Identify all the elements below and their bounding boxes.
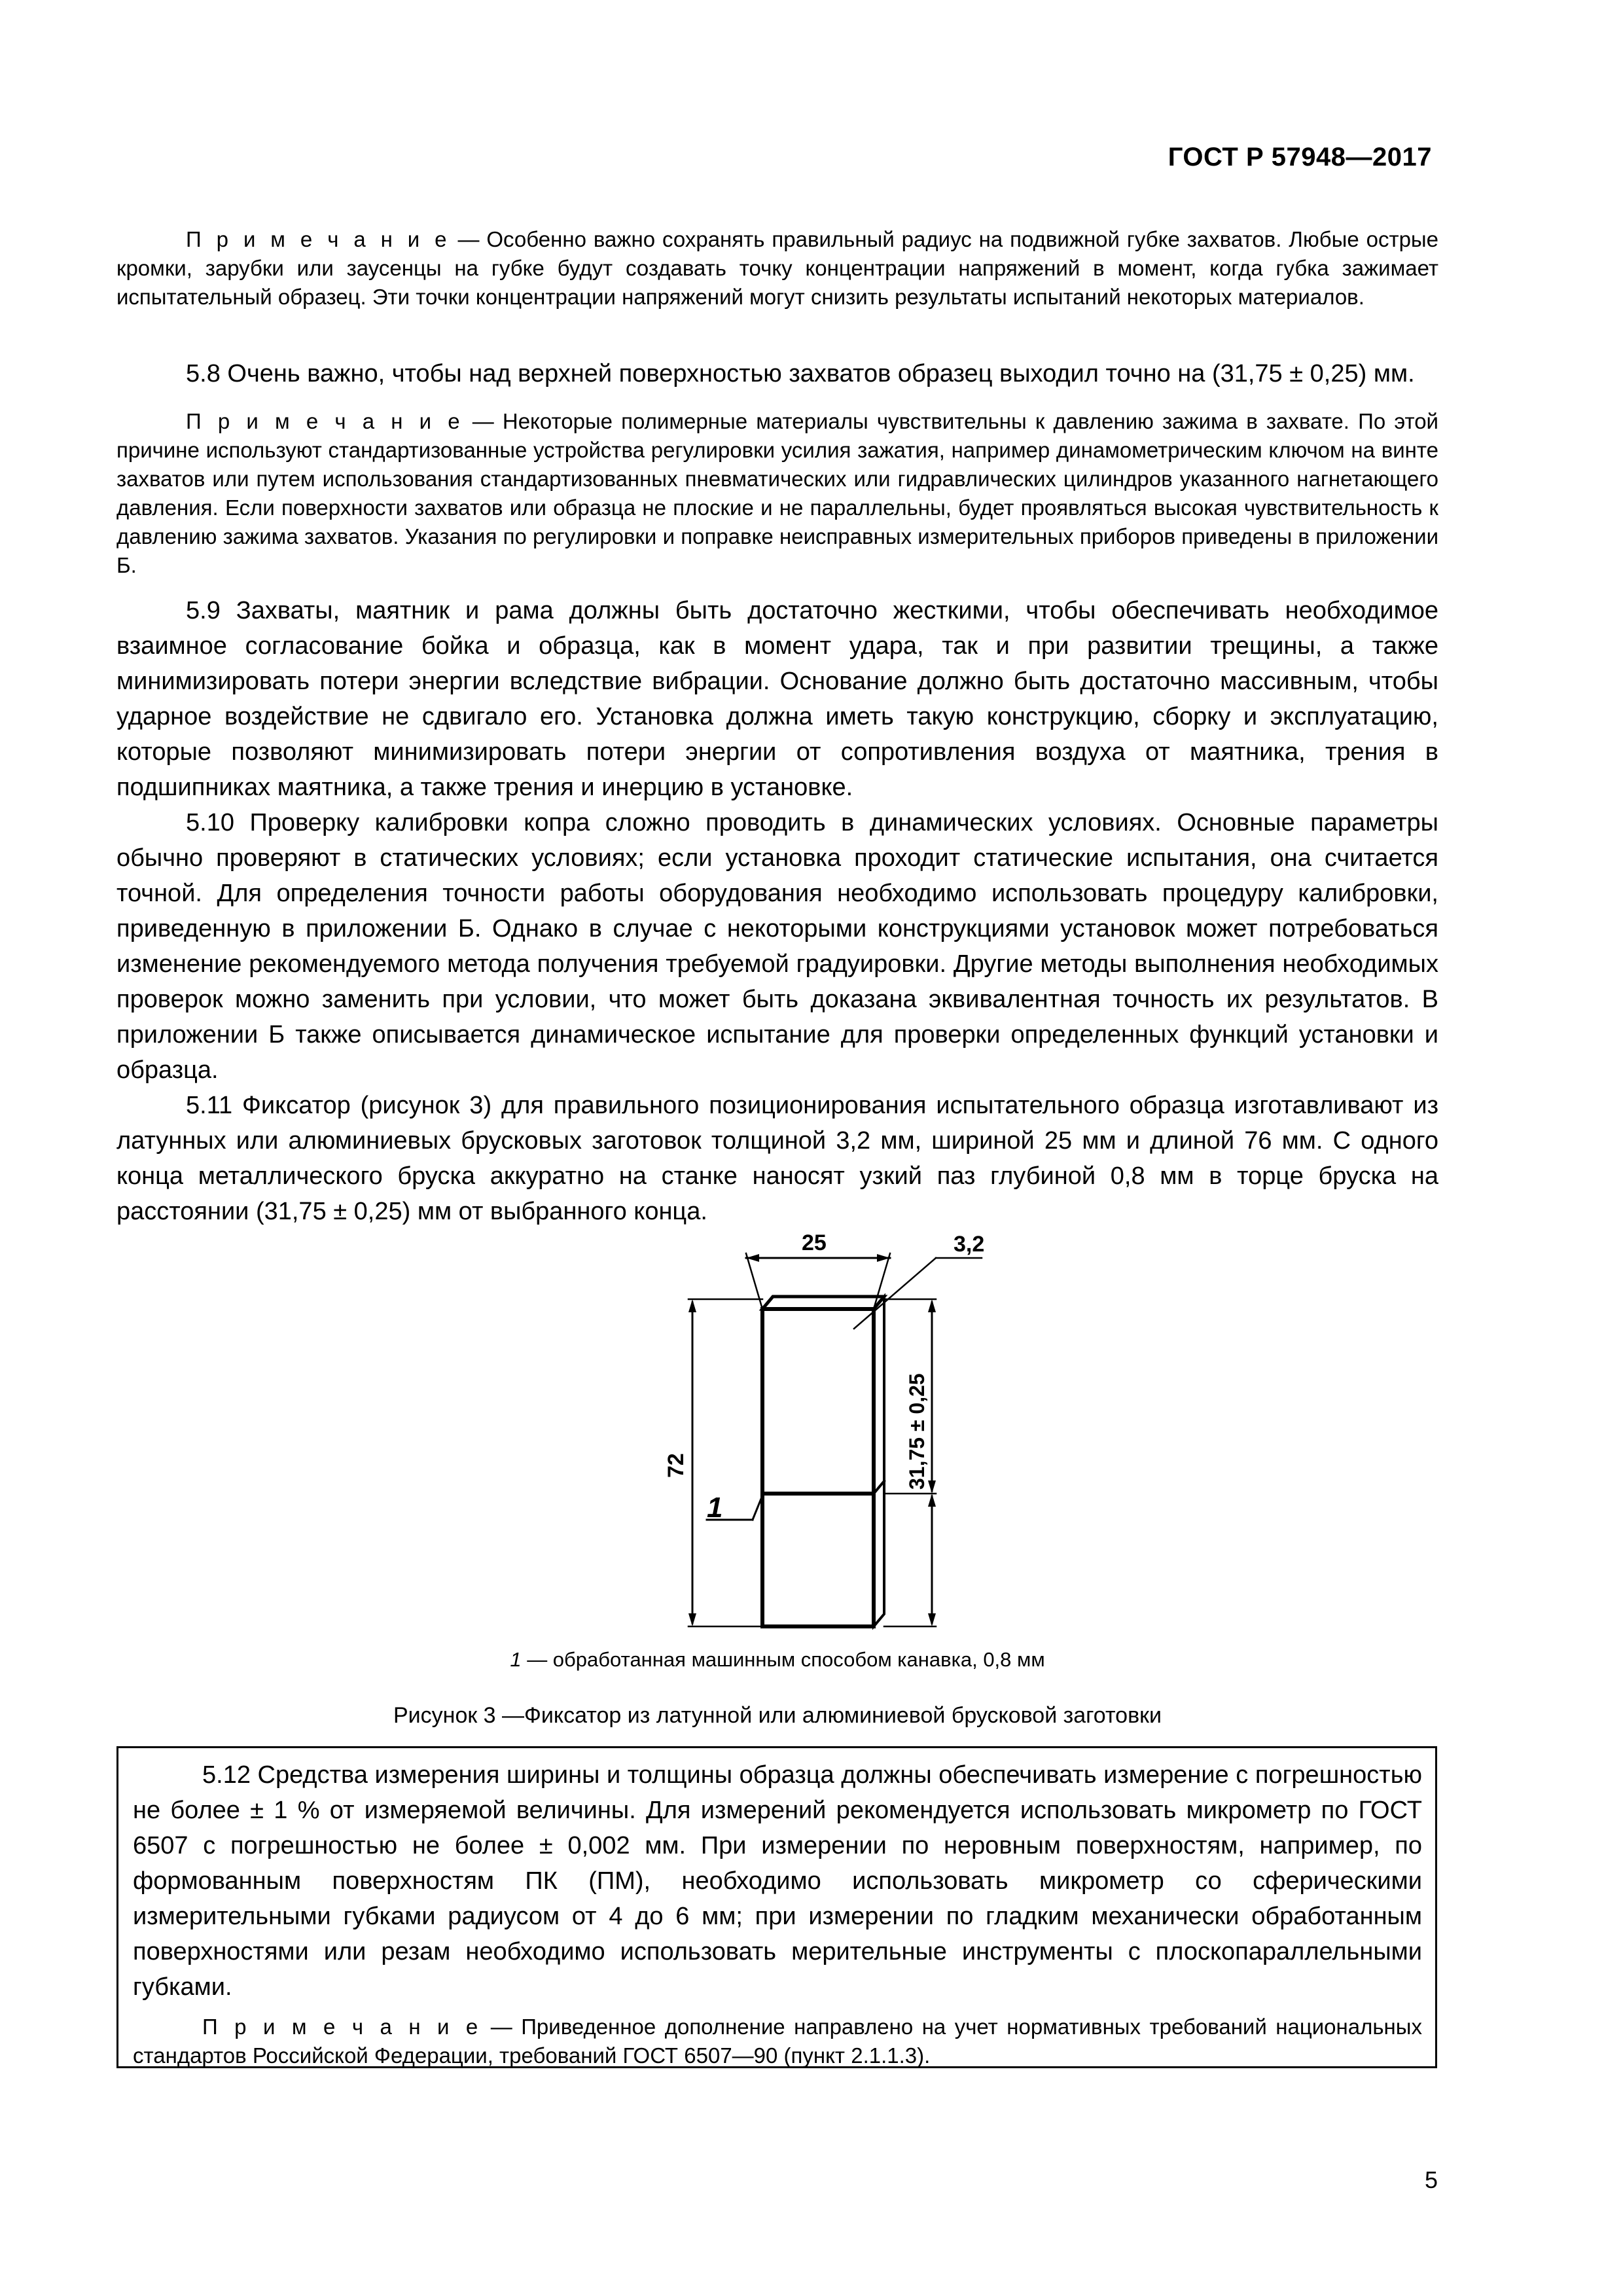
width-extension-left [746,1253,762,1309]
legend-number: 1 [510,1648,522,1671]
note-clamp-pressure [116,407,1438,580]
note-label: П р и м е ч а н и е [186,409,464,433]
figure-3-fixture-drawing [628,1204,1099,1636]
note-label: П р и м е ч а н и е [186,227,451,251]
fixture-front-face [762,1309,874,1626]
dim-width-label: 25 [802,1230,827,1255]
note-text: — Приведенное дополнение направлено на учет нормативных требований национальных стандартов Российской Федерации, требований ГОСТ 6507—90 (пункт 2.1.1.3). [133,2015,1422,2068]
callout-number: 1 [707,1492,723,1524]
note-label: П р и м е ч а н и е [202,2015,482,2039]
note-grip-radius [116,225,1438,312]
boxed-addition-5-12 [116,1746,1437,2068]
note-national-standards [133,2013,1422,2070]
document-id: ГОСТ Р 57948—2017 [1168,143,1432,171]
paragraph-5-9: 5.9 Захваты, маятник и рама должны быть достаточно жесткими, чтобы обеспечивать необходимое взаимное согласование бойка и образца, как в момент удара, так и при развитии трещины, а также минимизировать потери энергии вследствие вибрации. Основание должно быть достаточно массивным, чтобы ударное воздействие не сдвигало его. Установка должна иметь такую конструкцию, сборку и эксплуатацию, которые позволяют минимизировать потери энергии от сопротивления воздуха от маятника, трения в подшипниках маятника, а также трения и инерцию в установке. [116,597,1438,801]
dim-height-label: 72 [664,1453,688,1478]
legend-text: — обработанная машинным способом канавка, 0,8 мм [521,1648,1045,1671]
thickness-leader [854,1258,936,1329]
fixture-svg [628,1204,1099,1636]
paragraphs-5-9-to-5-11 [116,593,1438,1229]
paragraph-5-8-text: 5.8 Очень важно, чтобы над верхней поверхностью захватов образец выходил точно на (31,75 ± 0,25) мм. [186,360,1415,387]
figure-caption: Рисунок 3 —Фиксатор из латунной или алюминиевой брусковой заготовки [393,1703,1162,1728]
dim-slot-label: 31,75 ± 0,25 [905,1373,929,1490]
paragraph-5-12: 5.12 Средства измерения ширины и толщины образца должны обеспечивать измерение с погрешностью не более ± 1 % от измеряемой величины. Для измерений рекомендуется использовать микрометр по ГОСТ 6507 с погрешностью не более ± 0,002 мм. При измерении по неровным поверхностям, например, по формованным поверхностям ПК (ПМ), необходимо использовать микрометр со сферическими измерительными губками радиусом от 4 до 6 мм; при измерении по гладким механически обработанным поверхностями или резам необходимо использовать мерительные инструменты с плоскопараллельными губками. [133,1761,1422,2001]
note-text: — Особенно важно сохранять правильный радиус на подвижной губке захватов. Любые острые кромки, зарубки или заусенцы на губке будут создавать точку концентрации напряжений в момент, когда губка зажимает испытательный образец. Эти точки концентрации напряжений могут снизить результаты испытаний некоторых материалов. [116,227,1438,309]
note-text: — Некоторые полимерные материалы чувствительны к давлению зажима в захвате. По этой причине используют стандартизованные устройства регулировки усилия зажатия, например динамометрическим ключом на винте захватов или путем использования стандартизованных пневматических или гидравлических цилиндров указанного нагнетающего давления. Если поверхности захватов или образца не плоские и не параллельны, будет проявляться высокая чувствительность к давлению зажима захватов. Указания по регулировки и поправке неисправных измерительных приборов приведены в приложении Б. [116,409,1438,577]
paragraph-5-11: 5.11 Фиксатор (рисунок 3) для правильного позиционирования испытательного образца изготавливают из латунных или алюминиевых брусковых заготовок толщиной 3,2 мм, шириной 25 мм и длиной 76 мм. С одного конца металлического бруска аккуратно на станке наносят узкий паз глубиной 0,8 мм в торце бруска на расстоянии (31,75 ± 0,25) мм от выбранного конца. [116,1092,1438,1225]
dim-thickness-label: 3,2 [954,1232,985,1257]
figure-legend [116,1648,1438,1672]
paragraph-5-10: 5.10 Проверку калибровки копра сложно проводить в динамических условиях. Основные параметры обычно проверяют в статических условиях; если установка проходит статические испытания, она считается точной. Для определения точности работы оборудования необходимо использовать процедуру калибровки, приведенную в приложении Б. Однако в случае с некоторыми конструкциями установок может потребоваться изменение рекомендуемого метода получения требуемой градуировки. Другие методы выполнения необходимых проверок можно заменить при условии, что может быть доказана эквивалентная точность их результатов. В приложении Б также описывается динамическое испытание для проверки определенных функций установки и образца. [116,809,1438,1084]
page-number: 5 [1424,2166,1438,2193]
paragraph-5-8 [116,356,1438,391]
